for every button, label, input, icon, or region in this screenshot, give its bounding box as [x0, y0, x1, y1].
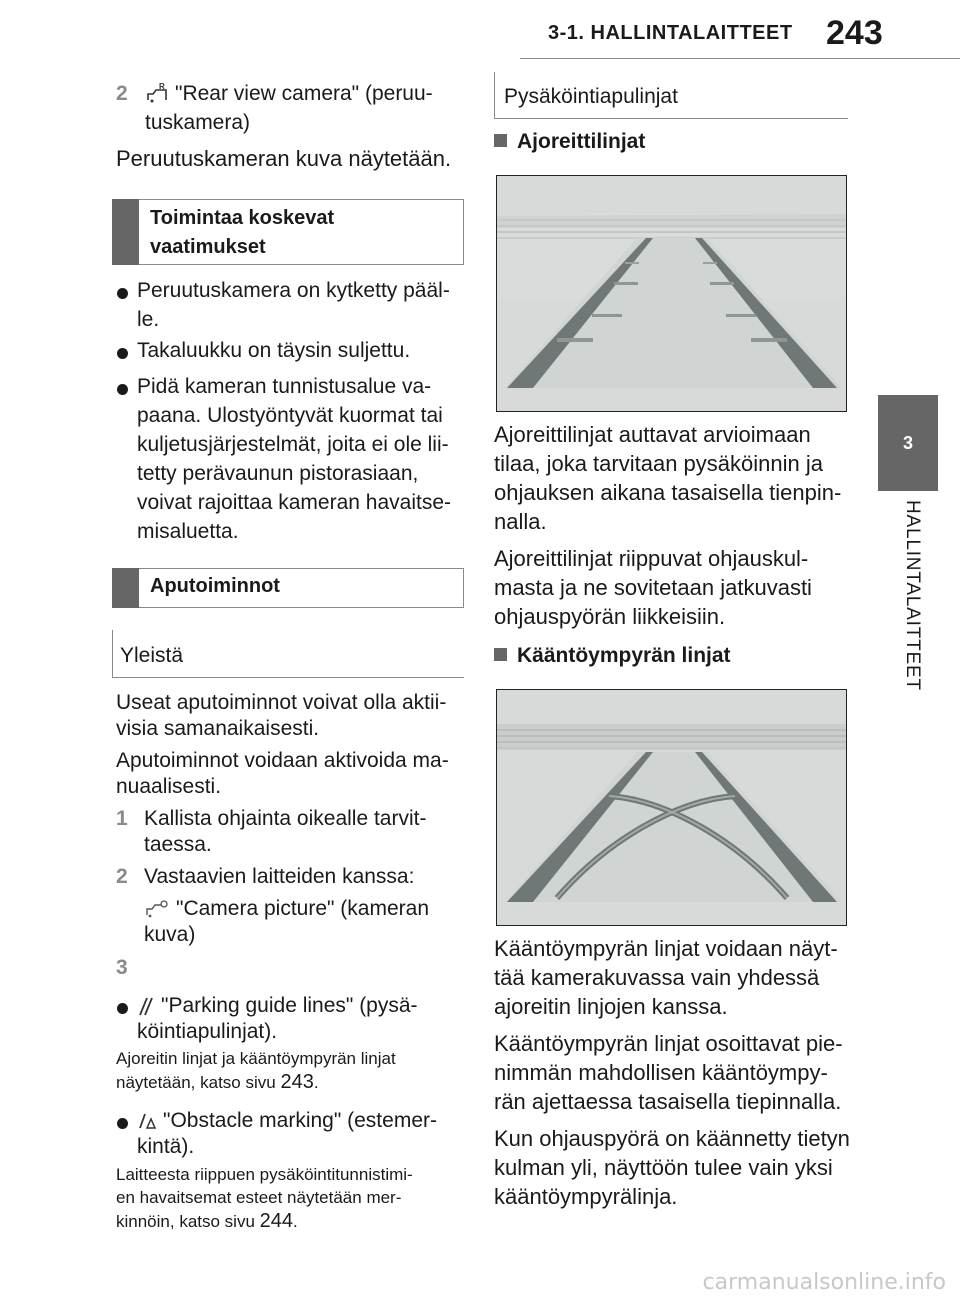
paragraph-cont: ohjauspyörän liikkeisiin. — [494, 604, 726, 629]
list-item-cont: köintiapulinjat). — [137, 1020, 278, 1043]
page-ref[interactable]: 244 — [259, 1210, 294, 1232]
note-cont: näytetään, katso sivu 243. — [116, 1071, 319, 1093]
paragraph: Aputoiminnot voidaan aktivoida ma- — [116, 749, 449, 772]
chapter-label: HALLINTALAITTEET — [902, 500, 923, 691]
bullet — [117, 348, 128, 359]
list-item-cont: misaluetta. — [137, 520, 239, 543]
paragraph-cont: visia samanaikaisesti. — [116, 717, 320, 740]
requirements-title-1: Toimintaa koskevat — [150, 207, 335, 229]
svg-text:R: R — [159, 82, 165, 91]
bullet — [117, 1003, 128, 1014]
step-text-cont: taessa. — [144, 833, 212, 856]
header-divider — [520, 58, 960, 59]
intro-text: Peruutuskameran kuva näytetään. — [116, 146, 452, 171]
camera-view-illustration — [497, 176, 847, 412]
list-item-cont: kintä). — [137, 1135, 195, 1158]
step-number: 2 — [116, 82, 128, 105]
paragraph-cont: masta ja ne sovitetaan jatkuvasti — [494, 575, 812, 600]
step-text: Kallista ohjainta oikealle tarvit- — [144, 807, 427, 830]
aux-functions-box — [112, 568, 464, 608]
list-item: Peruutuskamera on kytketty pääl- — [137, 279, 450, 302]
list-item-cont: le. — [137, 308, 160, 331]
list-item: Pidä kameran tunnistusalue va- — [137, 375, 432, 398]
paragraph: Kääntöympyrän linjat osoittavat pie- — [494, 1031, 843, 1056]
subheading: Kääntöympyrän linjat — [494, 641, 731, 670]
paragraph: Kääntöympyrän linjat voidaan näyt- — [494, 936, 838, 961]
subheading: Ajoreittilinjat — [494, 127, 645, 156]
requirements-title-2: vaatimukset — [150, 236, 266, 258]
paragraph-cont: kääntöympyrälinja. — [494, 1184, 678, 1209]
paragraph-cont: ajoreitin linjojen kanssa. — [494, 994, 728, 1019]
step-number: 3 — [116, 956, 128, 979]
step-number: 2 — [116, 865, 128, 888]
bullet — [117, 288, 128, 299]
paragraph-cont: ohjauksen aikana tasaisella tienpin- — [494, 480, 842, 505]
list-item-cont: tetty perävaunun pistorasiaan, — [137, 462, 419, 485]
bullet — [117, 384, 128, 395]
paragraph: Useat aputoiminnot voivat olla aktii- — [116, 691, 447, 714]
step-number: 1 — [116, 807, 128, 830]
step-text: R "Rear view camera" (peruu- — [145, 79, 433, 112]
section-heading: Pysäköintiapulinjat — [504, 85, 678, 108]
step-text: Vastaavien laitteiden kanssa: — [144, 865, 415, 888]
requirements-box — [112, 199, 464, 265]
page-ref[interactable]: 243 — [280, 1071, 314, 1093]
note-cont: en havaitsemat esteet näytetään mer- — [116, 1188, 402, 1207]
list-item: Takaluukku on täysin suljettu. — [137, 339, 411, 362]
paragraph: Kun ohjauspyörä on käännetty tietyn — [494, 1126, 850, 1151]
step-text-cont: "Camera picture" (kameran — [144, 894, 429, 927]
note: Laitteesta riippuen pysäköintitunnistimi- — [116, 1165, 413, 1184]
list-item-cont: kuljetusjärjestelmät, joita ei ole lii- — [137, 433, 449, 456]
driving-path-figure — [496, 175, 847, 412]
page-number: 243 — [826, 14, 883, 52]
paragraph-cont: rän ajettaessa tasaisella tiepinnalla. — [494, 1089, 842, 1114]
paragraph-cont: nalla. — [494, 509, 547, 534]
chapter-tab: 3 — [878, 395, 938, 491]
paragraph-cont: nuaalisesti. — [116, 775, 222, 798]
list-item: "Obstacle marking" (estemer- — [137, 1106, 437, 1139]
watermark: carmanualsonline.info — [702, 1270, 946, 1295]
paragraph-cont: tää kamerakuvassa vain yhdessä — [494, 965, 820, 990]
general-heading: Yleistä — [120, 644, 184, 667]
paragraph-cont: tilaa, joka tarvitaan pysäköinnin ja — [494, 451, 823, 476]
paragraph-cont: nimmän mahdollisen kääntöympy- — [494, 1060, 828, 1085]
step-text-cont: kuva) — [144, 923, 196, 946]
list-item: "Parking guide lines" (pysä- — [137, 991, 418, 1024]
aux-functions-title: Aputoiminnot — [150, 575, 280, 597]
turning-circle-figure — [496, 689, 847, 926]
step-text-cont: tuskamera) — [145, 111, 251, 134]
paragraph: Ajoreittilinjat auttavat arvioimaan — [494, 422, 811, 447]
section-title: 3-1. HALLINTALAITTEET — [548, 22, 793, 44]
paragraph-cont: kulman yli, näyttöön tulee vain yksi — [494, 1155, 833, 1180]
note-cont: kinnöin, katso sivu 244. — [116, 1210, 298, 1232]
list-item-cont: voivat rajoittaa kameran havaitse- — [137, 491, 451, 514]
note: Ajoreitin linjat ja kääntöympyrän linjat — [116, 1049, 396, 1068]
list-item-cont: paana. Ulostyöntyvät kuormat tai — [137, 404, 443, 427]
paragraph: Ajoreittilinjat riippuvat ohjauskul- — [494, 546, 809, 571]
bullet — [117, 1118, 128, 1129]
camera-view-illustration — [497, 690, 847, 926]
